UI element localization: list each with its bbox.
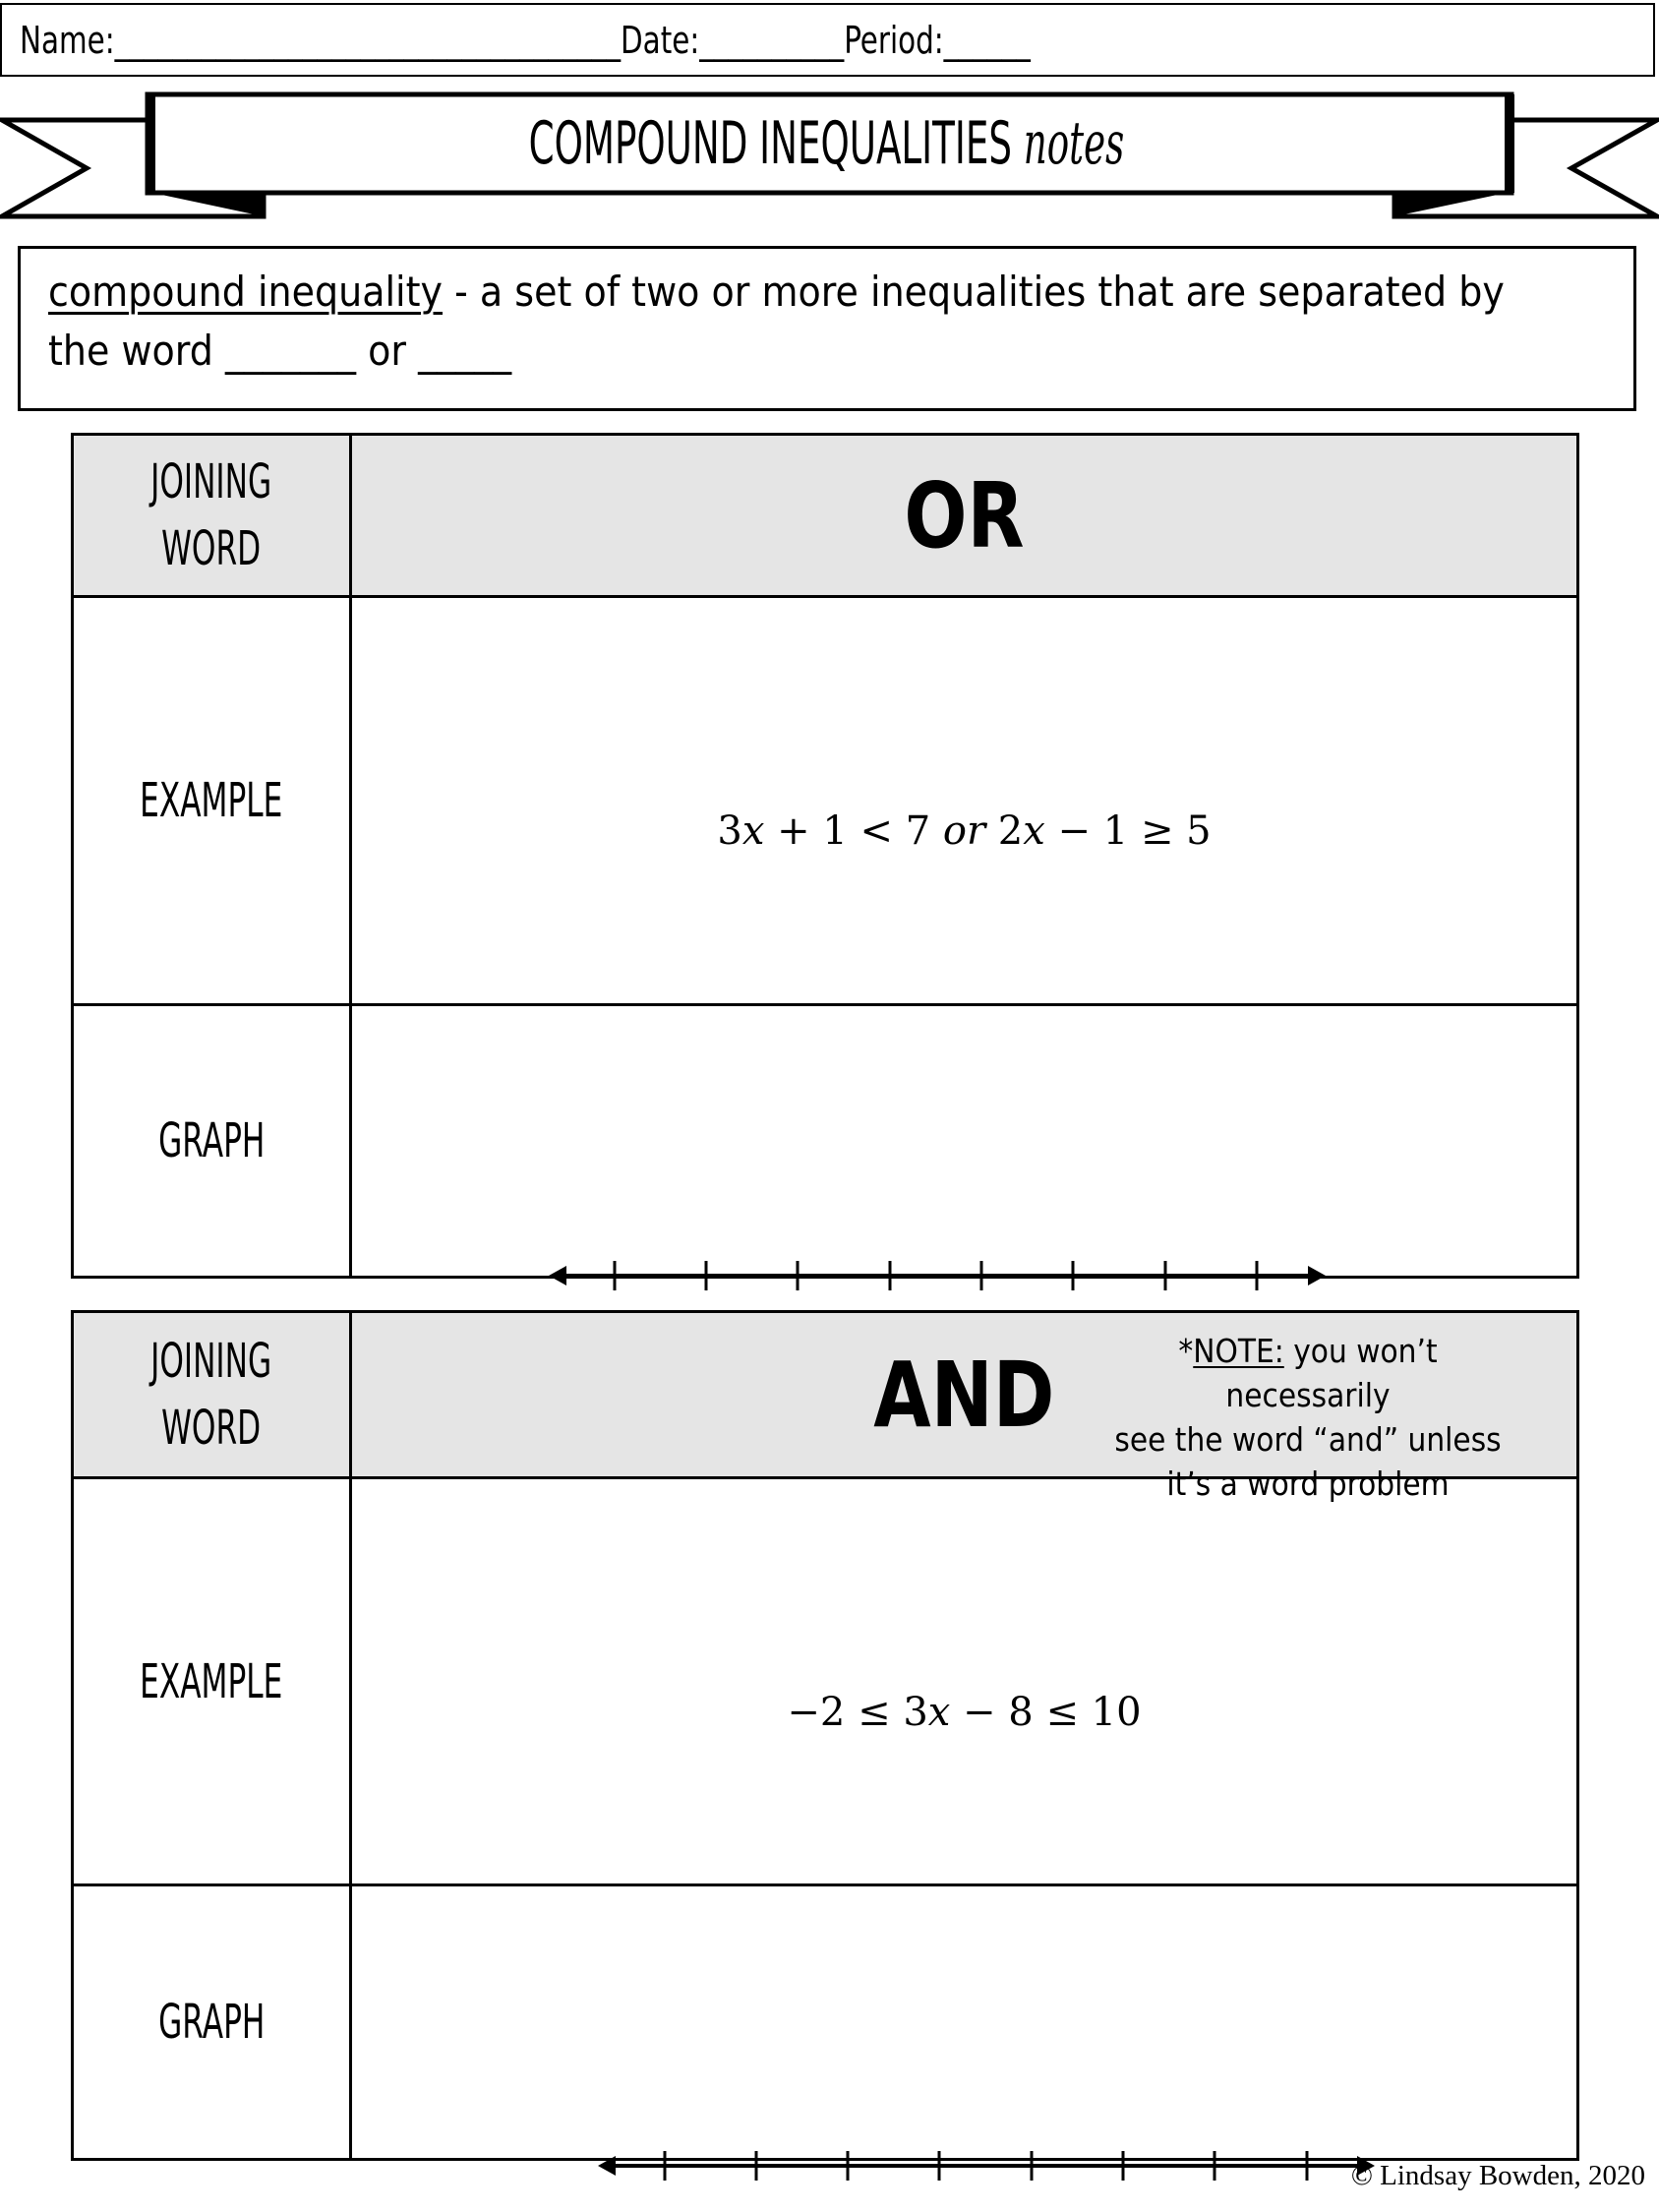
graph-row (73, 1885, 1578, 2160)
joining-word-cell (351, 1312, 1578, 1503)
label-line2: WORD (161, 521, 262, 576)
and-table (71, 1310, 1579, 2161)
title-script: notes (1023, 109, 1124, 178)
definition-blank-2[interactable]: _____ (418, 327, 512, 375)
graph-cell[interactable] (351, 1005, 1578, 1278)
example-row (73, 597, 1578, 1005)
definition-term: compound inequality (48, 268, 444, 316)
title-main: COMPOUND INEQUALITIES (528, 109, 1012, 178)
example-label (73, 1478, 351, 1885)
example-equation: −2 ≤ 3x − 8 ≤ 10 (787, 1689, 1142, 1735)
definition-blank-1[interactable]: _______ (224, 327, 357, 375)
joining-word-and: AND (873, 1343, 1055, 1448)
name-label: Name: (20, 19, 115, 62)
copyright-text: © Lindsay Bowden, 2020 (1350, 2160, 1645, 2191)
graph-row (73, 1005, 1578, 1278)
graph-label-text: GRAPH (157, 1113, 266, 1168)
definition-connector: or (356, 327, 419, 375)
period-label: Period: (844, 19, 944, 62)
student-info-box (0, 3, 1655, 77)
example-cell[interactable] (351, 597, 1578, 1005)
or-table (71, 433, 1579, 1279)
student-info-line (20, 19, 1031, 62)
example-label (73, 597, 351, 1005)
graph-cell[interactable] (351, 1885, 1578, 2160)
joining-word-cell (351, 435, 1578, 597)
example-label-text: EXAMPLE (140, 773, 283, 828)
note-line2: see the word “and” unless (1114, 1420, 1502, 1459)
label-line1: JOINING (150, 1334, 272, 1389)
joining-word-row (73, 435, 1578, 597)
label-line2: WORD (161, 1401, 262, 1456)
definition-line2-prefix: the word (48, 327, 225, 375)
joining-word-or: OR (904, 462, 1025, 568)
graph-label (73, 1885, 351, 2160)
label-line1: JOINING (150, 454, 272, 509)
date-label: Date: (621, 19, 700, 62)
example-equation: 3x + 1 < 7 or 2x − 1 ≥ 5 (717, 808, 1212, 854)
number-line-icon[interactable] (549, 1246, 1335, 1305)
definition-text (48, 263, 1622, 381)
note-line3: it’s a word problem (1166, 1465, 1450, 1503)
date-blank[interactable]: __________ (699, 19, 845, 62)
example-label-text: EXAMPLE (140, 1653, 283, 1709)
note-line1: you won’t necessarily (1225, 1332, 1438, 1414)
example-row (73, 1478, 1578, 1885)
example-cell[interactable] (351, 1478, 1578, 1885)
note-star: * (1178, 1332, 1194, 1370)
page-title (148, 98, 1505, 189)
graph-label-text: GRAPH (157, 1995, 266, 2050)
graph-label (73, 1005, 351, 1278)
note-text (1077, 1329, 1539, 1506)
joining-word-label (73, 435, 351, 597)
number-line-icon[interactable] (598, 2136, 1385, 2195)
definition-line1: - a set of two or more inequalities that are separated by (443, 268, 1505, 316)
joining-word-row (73, 1312, 1578, 1478)
joining-word-label (73, 1312, 351, 1478)
definition-box (18, 246, 1636, 411)
name-blank[interactable]: ___________________________________ (114, 19, 622, 62)
note-label: NOTE: (1193, 1332, 1284, 1370)
period-blank[interactable]: ______ (943, 19, 1031, 62)
